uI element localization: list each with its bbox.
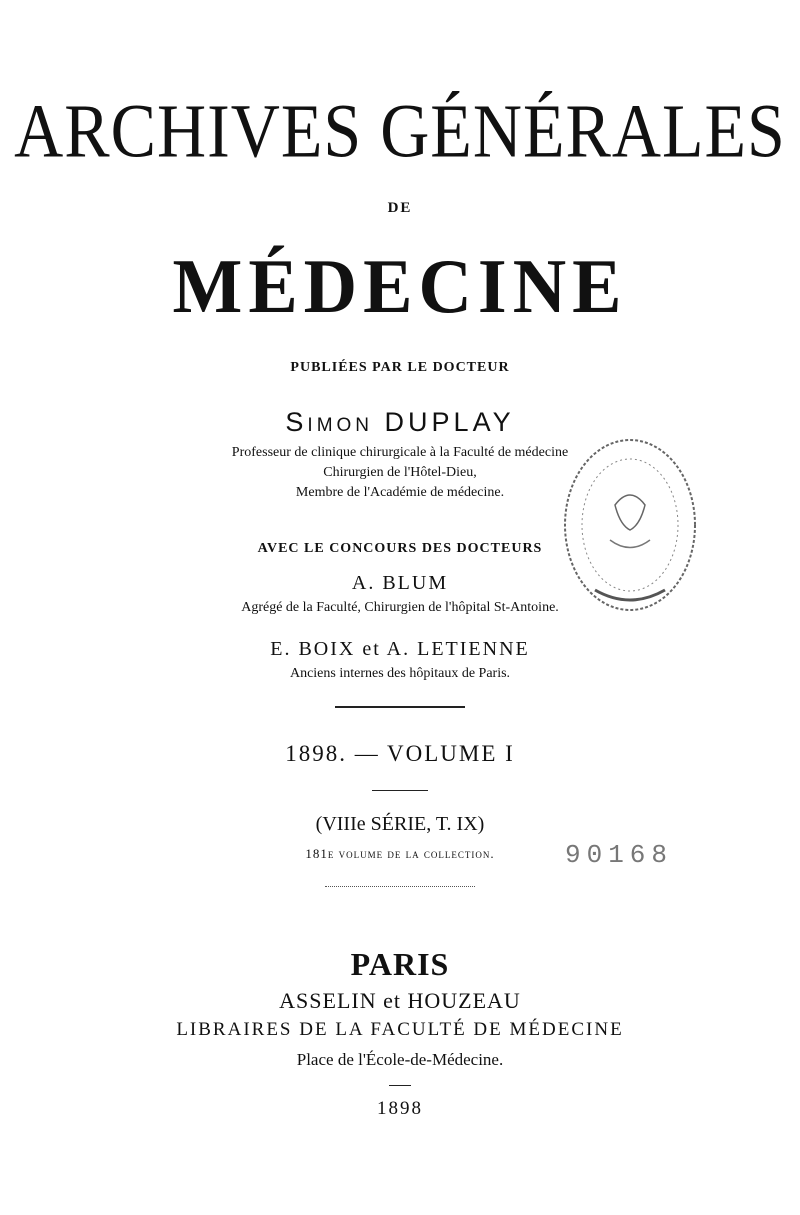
divider xyxy=(325,886,475,887)
author-credential: Professeur de clinique chirurgicale à la Faculté de médecine xyxy=(231,445,569,460)
publication-year: 1898 xyxy=(377,1098,423,1119)
publisher-address: Place de l'École-de-Médecine. xyxy=(296,1050,504,1069)
published-by: PUBLIÉES PAR LE DOCTEUR xyxy=(290,360,510,375)
divider xyxy=(335,706,465,708)
publisher: ASSELIN et HOUZEAU xyxy=(279,988,521,1013)
concours-heading: AVEC LE CONCOURS DES DOCTEURS xyxy=(257,541,543,556)
journal-title-line2: MÉDECINE xyxy=(172,243,628,331)
divider xyxy=(372,790,428,791)
journal-title-de: DE xyxy=(387,200,413,216)
collaborator-credential: Anciens internes des hôpitaux de Paris. xyxy=(289,666,511,681)
author-first-name: Simon xyxy=(285,407,374,437)
serie: (VIIIe SÉRIE, T. IX) xyxy=(315,813,485,835)
author-last-name: DUPLAY xyxy=(384,407,515,437)
city: PARIS xyxy=(350,946,450,982)
author-credential: Membre de l'Académie de médecine. xyxy=(295,485,505,500)
collaborator-credential: Agrégé de la Faculté, Chirurgien de l'hôpital St-Antoine. xyxy=(241,600,559,615)
year-volume: 1898. — VOLUME I xyxy=(285,741,515,766)
collaborator-name: A. BLUM xyxy=(351,572,449,594)
author-credential: Chirurgien de l'Hôtel-Dieu, xyxy=(323,465,477,480)
publisher-title: LIBRAIRES DE LA FACULTÉ DE MÉDECINE xyxy=(176,1019,624,1040)
divider xyxy=(389,1085,411,1086)
library-stamp-icon xyxy=(555,430,705,620)
journal-title-line1: ARCHIVES GÉNÉRALES xyxy=(14,88,786,174)
collaborator-name: E. BOIX et A. LETIENNE xyxy=(270,638,530,660)
collection-volume: 181e volume de la collection. xyxy=(305,846,495,861)
library-stamp-number: 90168 xyxy=(565,840,674,870)
